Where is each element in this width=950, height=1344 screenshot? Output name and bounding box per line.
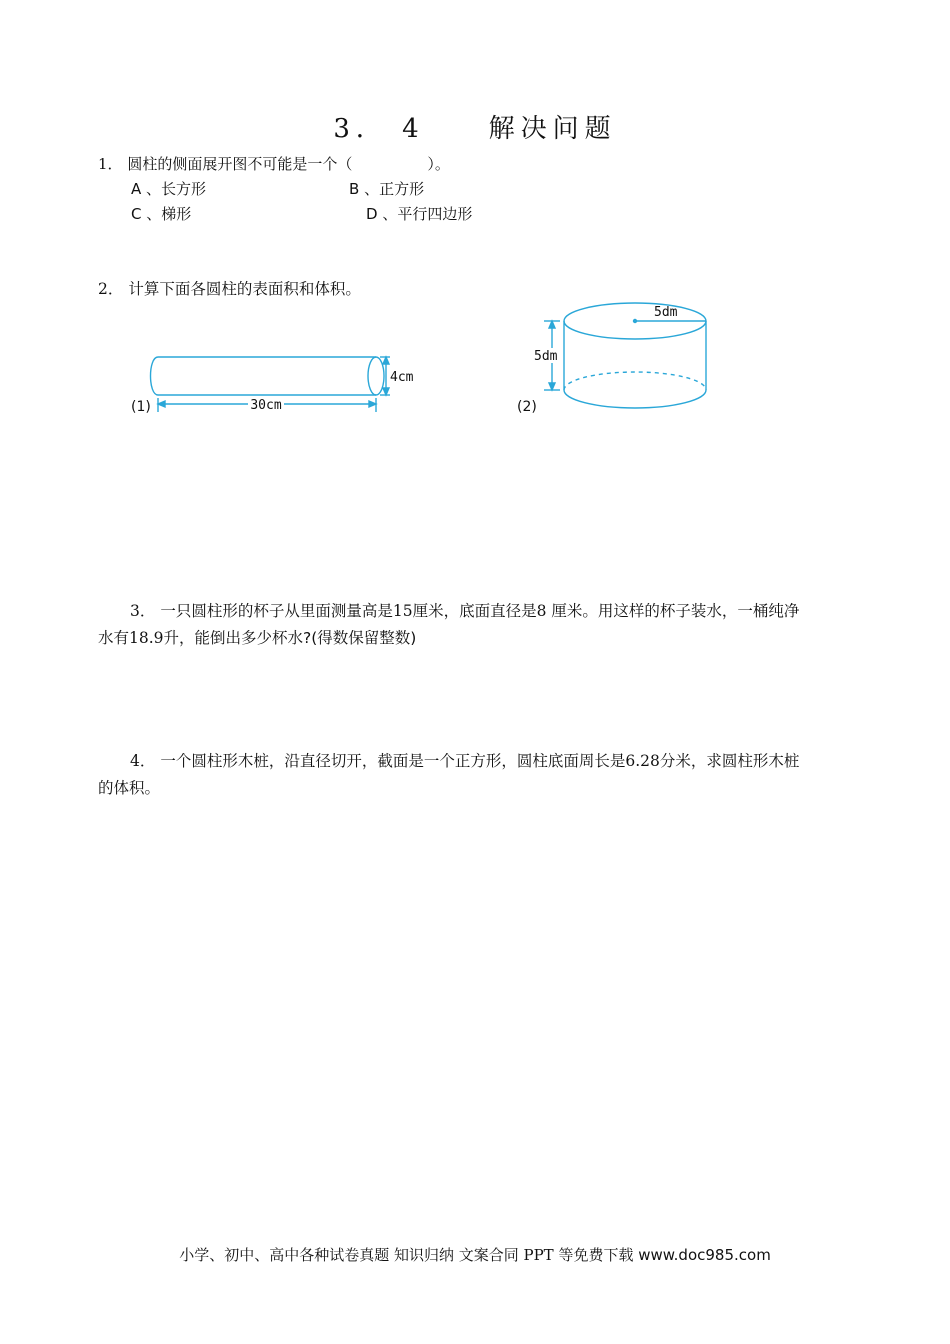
question-3-number: 3．	[130, 602, 156, 620]
option-d-text: 、平行四边形	[382, 205, 473, 223]
footer	[0, 1244, 950, 1265]
cup-diameter-value: 8	[536, 602, 547, 620]
question-4-number: 4．	[130, 752, 156, 770]
question-1-number: 1．	[98, 155, 123, 173]
option-c-letter: C	[131, 205, 142, 223]
question-3	[98, 598, 858, 652]
cylinder-2-bottom-back	[564, 372, 706, 390]
question-3-text-b: 厘米，底面直径是	[412, 602, 537, 620]
option-d	[366, 203, 472, 224]
question-3-text-a: 一只圆柱形的杯子从里面测量高是	[160, 602, 393, 620]
option-c-text: 、梯形	[146, 205, 192, 223]
question-3-text-d: 水有	[98, 629, 130, 647]
length-arrow-left	[158, 401, 165, 407]
question-4-line-2: 的体积。	[98, 779, 161, 797]
question-2-text: 计算下面各圆柱的表面积和体积。	[128, 280, 361, 298]
cylinder-2-bottom-front	[564, 390, 706, 408]
question-3-line-1	[98, 598, 858, 625]
cylinder-figure-2	[530, 292, 730, 417]
height-label: 5dm	[534, 349, 558, 364]
option-a-letter: A	[131, 180, 142, 198]
center-dot	[633, 319, 637, 323]
option-b	[349, 178, 424, 199]
question-4	[98, 748, 858, 802]
question-4-text-a: 一个圆柱形木桩，沿直径切开，截面是一个正方形，圆柱底面周长是	[160, 752, 626, 770]
option-c	[131, 203, 191, 224]
option-a-text: 、长方形	[146, 180, 207, 198]
option-a	[131, 178, 206, 199]
diameter-arrow-bottom	[383, 388, 389, 395]
height-arrow-top	[549, 321, 555, 328]
diameter-arrow-top	[383, 357, 389, 364]
question-4-line-1	[98, 748, 858, 775]
figure-1-label: (1)	[131, 399, 151, 415]
page-title: 3． 4 解决问题	[333, 114, 617, 144]
diameter-label: 4cm	[390, 370, 414, 385]
radius-label: 5dm	[654, 305, 678, 320]
question-3-text-c: 厘米。用这样的杯子装水，一桶纯净	[546, 602, 800, 620]
option-b-letter: B	[349, 180, 360, 198]
height-arrow-bottom	[549, 383, 555, 390]
option-d-letter: D	[366, 205, 378, 223]
circumference-value: 6.28	[625, 752, 660, 770]
cup-height-value: 15	[392, 602, 413, 620]
question-3-text-e: 升，能倒出多少杯水?(得数保留整数)	[163, 629, 417, 647]
footer-link[interactable]: www.doc985.com	[638, 1246, 771, 1264]
figure-2-label: (2)	[517, 399, 537, 415]
question-1-text: 圆柱的侧面展开图不可能是一个（ ）。	[127, 155, 450, 173]
question-4-text-b: 分米，求圆柱形木桩	[659, 752, 800, 770]
cylinder-figure-1	[140, 340, 430, 420]
option-b-text: 、正方形	[364, 180, 425, 198]
question-2-number: 2．	[98, 280, 124, 298]
question-3-line-2	[98, 625, 858, 652]
length-arrow-right	[369, 401, 376, 407]
cylinder-1-left-end	[151, 357, 159, 395]
footer-text: 小学、初中、高中各种试卷真题 知识归纳 文案合同 PPT 等免费下载	[179, 1246, 634, 1264]
cylinder-1-right-face	[368, 357, 384, 395]
question-1-stem	[98, 153, 450, 174]
length-label: 30cm	[250, 398, 282, 413]
question-2-stem	[98, 276, 361, 303]
water-volume-value: 18.9	[129, 629, 164, 647]
